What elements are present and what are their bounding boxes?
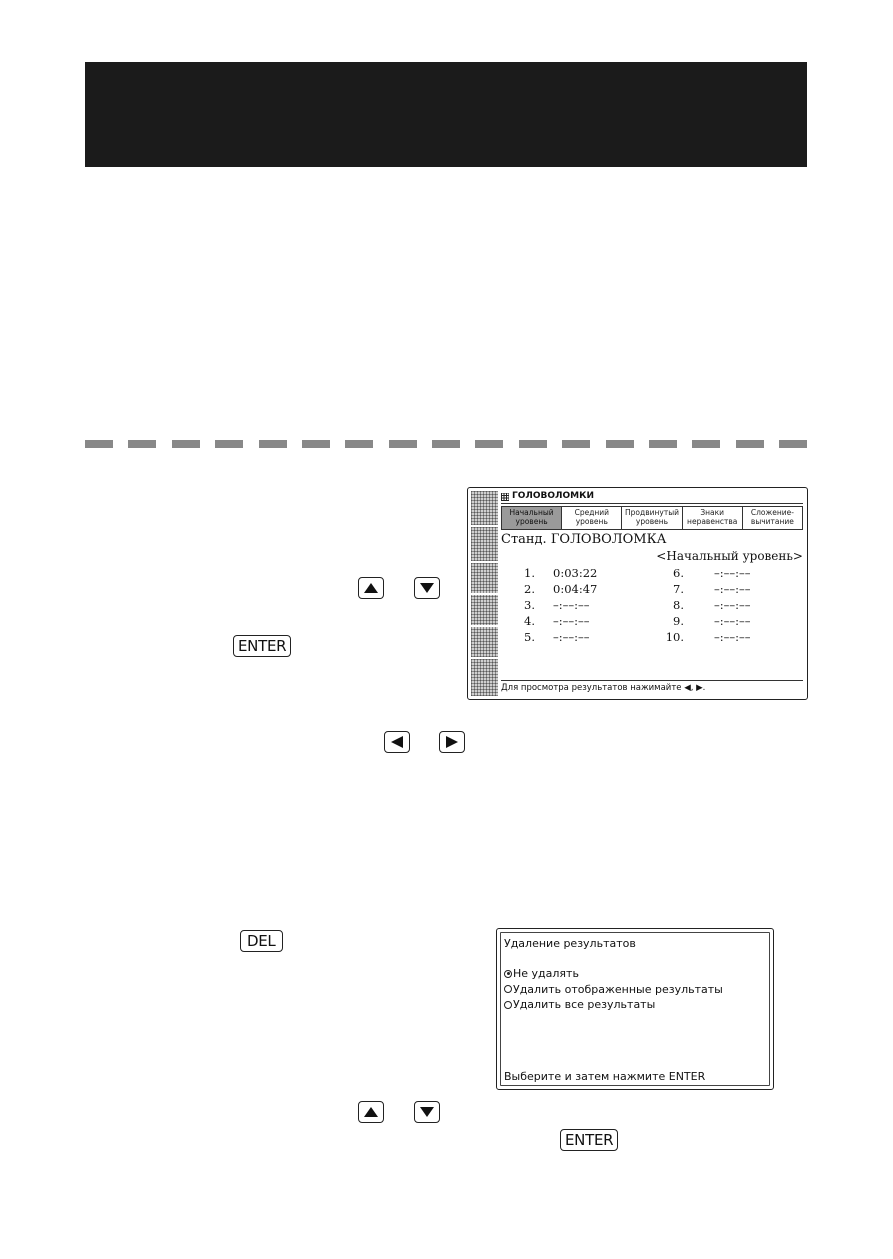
enter-key-icon: ENTER xyxy=(233,635,291,657)
score-table xyxy=(501,565,803,645)
result-time: –:––:–– xyxy=(714,614,751,628)
tab-label-line2: неравенства xyxy=(687,517,738,526)
delete-option-2[interactable] xyxy=(504,982,723,998)
delete-option-3[interactable] xyxy=(504,997,723,1013)
tab-level-3[interactable] xyxy=(622,507,682,529)
result-time: –:––:–– xyxy=(714,598,751,612)
result-time: –:––:–– xyxy=(553,630,590,644)
down-arrow-key-icon xyxy=(414,1101,440,1123)
radio-button-icon[interactable] xyxy=(504,970,512,978)
rank-number: 6. xyxy=(673,566,684,580)
level-tabs xyxy=(501,506,803,530)
tab-label-line1: Начальный xyxy=(509,508,554,517)
rank-number: 2. xyxy=(524,582,535,596)
result-time: –:––:–– xyxy=(714,582,751,596)
tab-level-1[interactable] xyxy=(502,507,562,529)
rank-number: 4. xyxy=(524,614,535,628)
score-row xyxy=(501,581,803,597)
screen-title: ГОЛОВОЛОМКИ xyxy=(512,491,594,501)
del-key-icon: DEL xyxy=(240,930,283,952)
delete-option-label: Удалить все результаты xyxy=(513,998,656,1011)
result-time: –:––:–– xyxy=(714,630,751,644)
level-label: <Начальный уровень> xyxy=(656,549,803,563)
tab-label-line2: уровень xyxy=(575,517,608,526)
rank-number: 8. xyxy=(673,598,684,612)
tab-level-4[interactable] xyxy=(683,507,743,529)
rank-number: 1. xyxy=(524,566,535,580)
dashed-divider xyxy=(85,440,807,448)
grid-icon xyxy=(501,493,509,501)
tab-level-2[interactable] xyxy=(562,507,622,529)
delete-option-1[interactable] xyxy=(504,966,723,982)
score-row xyxy=(501,565,803,581)
tab-label-line1: Знаки xyxy=(700,508,725,517)
puzzle-heading: Станд. ГОЛОВОЛОМКА xyxy=(501,532,667,547)
tab-label-line1: Сложение- xyxy=(750,508,794,517)
result-time: 0:04:47 xyxy=(553,582,598,596)
tab-label-line2: уровень xyxy=(635,517,669,526)
score-row xyxy=(501,597,803,613)
delete-dialog-footer: Выберите и затем нажмите ENTER xyxy=(504,1070,706,1083)
delete-option-label: Удалить отображенные результаты xyxy=(513,982,723,996)
radio-button-icon[interactable] xyxy=(504,985,512,993)
tab-label-line1: Продвинутый xyxy=(625,508,679,517)
screen-side-pattern xyxy=(471,491,498,696)
rank-number: 10. xyxy=(665,630,684,644)
screen-title-bar xyxy=(501,490,803,504)
delete-dialog-title: Удаление результатов xyxy=(504,937,636,950)
screen-footer-hint: Для просмотра результатов нажимайте ◀, ▶. xyxy=(501,680,803,696)
delete-option-label: Не удалять xyxy=(513,967,579,980)
radio-button-icon[interactable] xyxy=(504,1001,512,1009)
rank-number: 5. xyxy=(524,630,535,644)
result-time: –:––:–– xyxy=(553,614,590,628)
puzzle-results-screen xyxy=(467,487,808,700)
score-row xyxy=(501,629,803,645)
result-time: 0:03:22 xyxy=(553,566,598,580)
up-arrow-key-icon xyxy=(358,1101,384,1123)
rank-number: 9. xyxy=(673,614,684,628)
rank-number: 3. xyxy=(524,598,535,612)
tab-label-line1: Средний xyxy=(574,508,610,517)
delete-options xyxy=(504,966,723,1013)
score-row xyxy=(501,613,803,629)
up-arrow-key-icon xyxy=(358,577,384,599)
tab-label-line2: вычитание xyxy=(750,517,794,526)
right-arrow-key-icon xyxy=(439,731,465,753)
delete-results-screen xyxy=(496,928,774,1090)
result-time: –:––:–– xyxy=(553,598,590,612)
down-arrow-key-icon xyxy=(414,577,440,599)
left-arrow-key-icon xyxy=(384,731,410,753)
result-time: –:––:–– xyxy=(714,566,751,580)
rank-number: 7. xyxy=(673,582,684,596)
section-header-bar xyxy=(85,62,807,167)
tab-level-5[interactable] xyxy=(743,507,802,529)
tab-label-line2: уровень xyxy=(515,517,548,526)
enter-key-icon: ENTER xyxy=(560,1129,618,1151)
